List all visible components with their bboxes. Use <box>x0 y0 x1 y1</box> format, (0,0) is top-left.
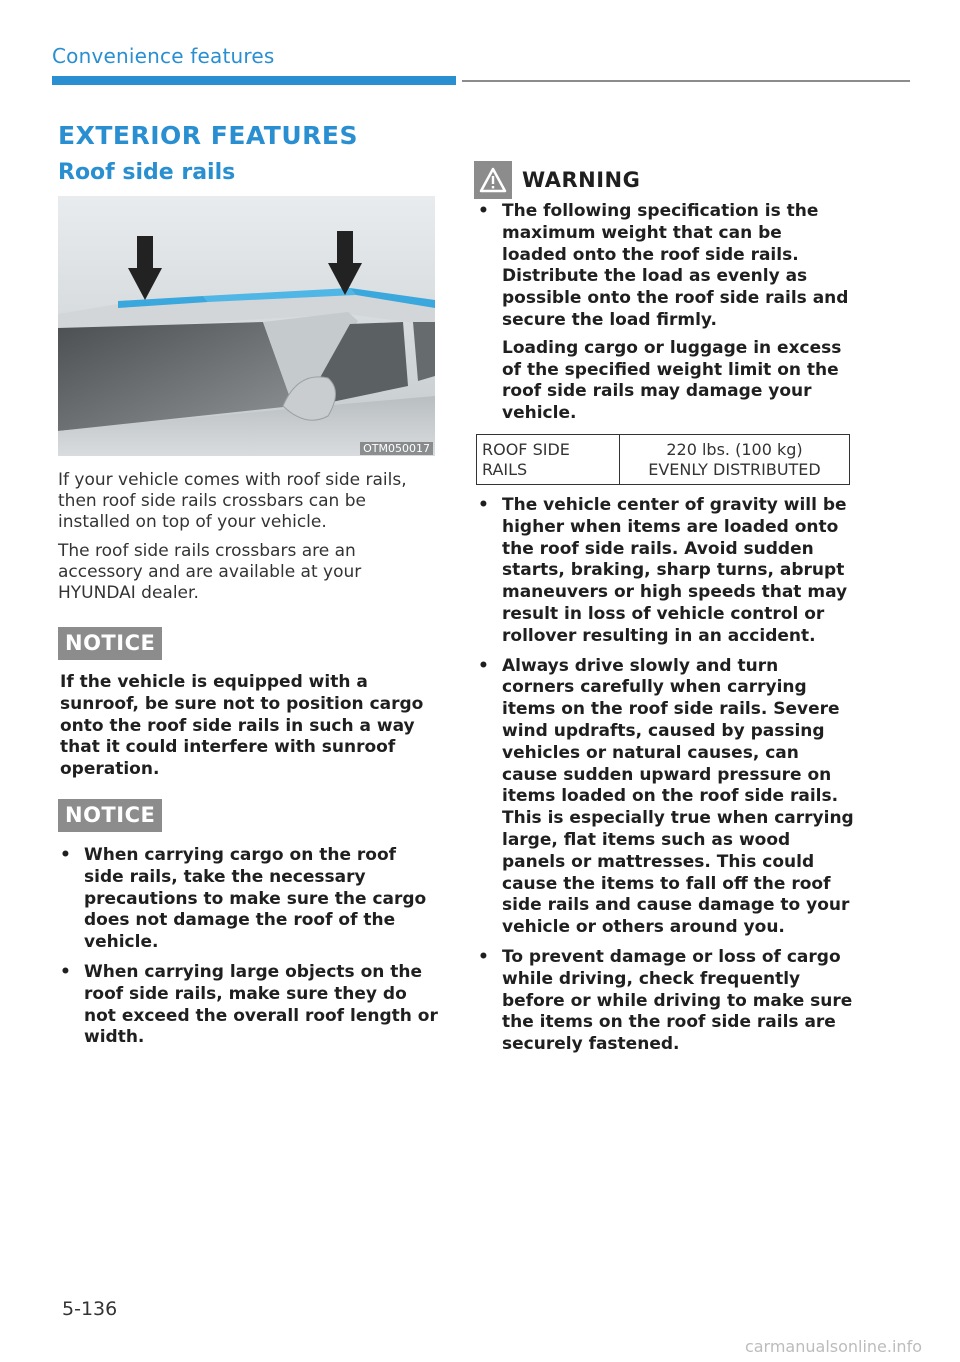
list-item-text: Always drive slowly and turn corners carefully when carrying items on the roof side rails. Severe wind updrafts, caused by passing vehicles or natural causes, can cause sudden upward pressure on items loaded on the roof side rails. This is especially true when carrying large, flat items such as wood panels or mattresses. This could cause the items to fall off the roof side rails and cause damage to your vehicle or others around you. <box>502 655 854 938</box>
list-item-subtext: Loading cargo or luggage in excess of the specified weight limit on the roof side rails may damage your vehicle. <box>502 337 842 424</box>
section-title: EXTERIOR FEATURES <box>58 121 358 150</box>
list-item-text: To prevent damage or loss of cargo while driving, check frequently before or while driving to make sure the items on the roof side rails are securely fastened. <box>502 946 853 1055</box>
list-item <box>58 962 438 1049</box>
table-label-line: ROOF SIDE <box>482 439 570 459</box>
bullet-icon: • <box>478 655 489 676</box>
warning-header <box>474 160 640 200</box>
warning-bullet-list <box>476 201 852 433</box>
bullet-icon: • <box>478 946 489 967</box>
car-roof-drawing <box>58 196 435 456</box>
header-divider <box>462 80 910 82</box>
header-accent-bar <box>52 76 456 85</box>
notice-bullet-list <box>58 845 438 1057</box>
warning-triangle-icon <box>474 161 512 199</box>
warning-bullet-list <box>476 495 854 1064</box>
subsection-title: Roof side rails <box>58 160 236 185</box>
table-cell-value <box>620 435 850 485</box>
list-item-text: When carrying large objects on the roof side rails, make sure they do not exceed the overall roof length or width. <box>84 961 438 1048</box>
list-item-text: The vehicle center of gravity will be higher when items are loaded onto the roof side rails. Avoid sudden starts, braking, sharp turns, abrupt maneuvers or high speeds that may result in loss of vehicle control or rollover resulting in an accident. <box>502 495 848 646</box>
page-number: 5-136 <box>62 1298 118 1320</box>
list-item-text: The following specification is the maximum weight that can be loaded onto the roof side rails. Distribute the load as evenly as possible onto the roof side rails and secure the load firmly. <box>502 201 849 330</box>
bullet-icon: • <box>60 961 71 982</box>
table-value-line: EVENLY DISTRIBUTED <box>648 459 821 479</box>
list-item-text: When carrying cargo on the roof side rails, take the necessary precautions to make sure the cargo does not damage the roof of the vehicle. <box>84 845 427 953</box>
list-item <box>58 845 438 954</box>
watermark-text: carmanualsonline.info <box>744 1337 922 1356</box>
bullet-icon: • <box>478 495 489 515</box>
intro-paragraph-1: If your vehicle comes with roof side rails, then roof side rails crossbars can be installed on top of your vehicle. <box>58 470 407 532</box>
table-value-line: 220 lbs. (100 kg) <box>666 439 803 459</box>
intro-paragraph-2: The roof side rails crossbars are an accessory and are available at your HYUNDAI dealer. <box>58 541 362 603</box>
table-label-line: RAILS <box>482 459 528 479</box>
bullet-icon: • <box>60 845 71 865</box>
notice-badge: NOTICE <box>58 627 162 660</box>
list-item <box>476 656 854 939</box>
figure-code: OTM050017 <box>360 442 433 455</box>
notice-text: If the vehicle is equipped with a sunroof, be sure not to position cargo onto the roof side rails in such a way that it could interfere with sunroof operation. <box>60 672 424 780</box>
notice-badge: NOTICE <box>58 799 162 832</box>
list-item <box>476 947 854 1056</box>
bullet-icon: • <box>478 201 489 221</box>
list-item <box>476 201 852 425</box>
running-head-title: Convenience features <box>52 44 275 68</box>
warning-title: WARNING <box>522 168 641 192</box>
roof-rails-illustration <box>58 196 435 456</box>
weight-spec-table <box>476 434 850 485</box>
list-item <box>476 495 854 648</box>
table-cell-label <box>477 435 620 485</box>
table-row <box>477 435 850 485</box>
